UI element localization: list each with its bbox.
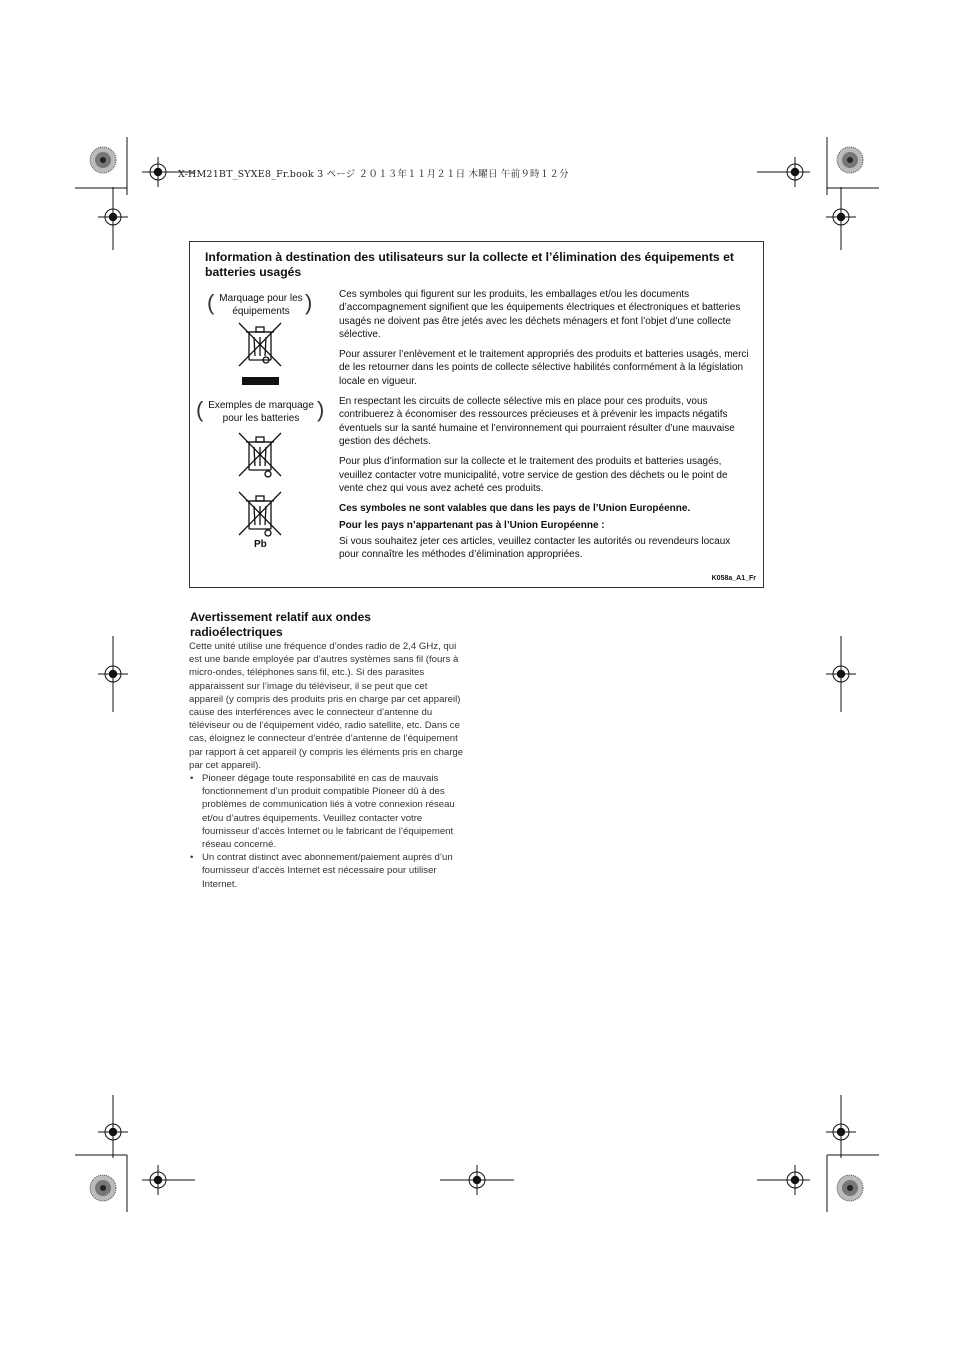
crossed-bin-pb-icon — [236, 489, 284, 541]
paren-right: ) — [305, 290, 313, 315]
caption-equipment: Marquage pour les équipements — [219, 293, 303, 317]
bullet-text-2: Un contrat distinct avec abonnement/paiement auprès d’un fournisseur d’accès Internet est nécessaire pour utiliser Internet. — [202, 852, 453, 890]
section-title: Avertissement relatif aux ondes radioélectriques — [190, 610, 371, 639]
pb-label: Pb — [254, 539, 267, 550]
box-title: Information à destination des utilisateurs sur la collecte et l’élimination des équipements et batteries usagés — [205, 250, 734, 279]
caption-batteries: Exemples de marquage pour les batteries — [208, 400, 314, 424]
non-eu-heading: Pour les pays n’appartenant pas à l’Union Européenne : — [339, 520, 605, 532]
box-paragraph-3: En respectant les circuits de collecte sélective mis en place pour ces produits, vous contribuerez à économiser des ressources précieuses et à prévenir les impacts négatifs éventuels sur la santé humaine et l’environnement qui pourraient résulter d’une mauvaise gestion des déchets. — [339, 396, 735, 447]
list-item — [189, 851, 464, 891]
section-bullet-list — [189, 772, 464, 891]
reference-code: K058a_A1_Fr — [711, 575, 756, 582]
bullet-glyph: • — [190, 852, 194, 864]
paren-left: ( — [207, 290, 215, 315]
box-paragraph-2: Pour assurer l’enlèvement et le traitement appropriés des produits et batteries usagés, merci de les retourner dans les points de collecte sélective habilités conformément à la législation locale en vigueur. — [339, 349, 749, 387]
box-text-column — [339, 288, 751, 568]
non-eu-paragraph: Si vous souhaitez jeter ces articles, veuillez contacter les autorités ou revendeurs locaux pour connaître les méthodes d’élimination appropriées. — [339, 535, 731, 561]
box-paragraph-4: Pour plus d’information sur la collecte et le traitement des produits et batteries usagés, veuillez contacter votre municipalité, votre service de gestion des déchets ou le point de vente chez qui vous avez acheté ces produits. — [339, 456, 728, 494]
print-header-line: X-HM21BT_SYXE8_Fr.book 3 ページ ２０１３年１１月２１日 木曜日 午前９時１２分 — [178, 169, 569, 180]
bullet-glyph: • — [190, 773, 194, 785]
section-body — [189, 640, 464, 891]
paren-right-2: ) — [317, 397, 325, 422]
section-paragraph: Cette unité utilise une fréquence d’ondes radio de 2,4 GHz, qui est une bande employée par d’autres systèmes sans fil (fours à micro-ondes, téléphones sans fil, etc.). Si des parasites apparaissent sur l’image du téléviseur, il se peut que cet appareil (y compris des produits pris en charge par cet appareil) cause des interférences avec le connecteur d’antenne du téléviseur ou de l’équipement vidéo, radio satellite, etc. Dans ce cas, éloignez le connecteur d’entrée d’antenne de l’équipement par rapport à cet appareil (y compris les éléments pris en charge par cet appareil). — [189, 641, 464, 771]
list-item — [189, 772, 464, 851]
crossed-bin-battery-icon — [236, 430, 284, 482]
bullet-text-1: Pioneer dégage toute responsabilité en cas de mauvais fonctionnement d’un produit compatible Pioneer dû à des problèmes de communication liés à votre connexion réseau et/ou d’autres équipements. Veuillez contacter votre fournisseur d’accès Internet ou le fabricant de l’équipement réseau concerné. — [202, 773, 455, 851]
crossed-bin-bar-icon — [236, 320, 284, 388]
eu-only-note: Ces symboles ne sont valables que dans les pays de l’Union Européenne. — [339, 503, 691, 515]
paren-left-2: ( — [196, 397, 204, 422]
box-paragraph-1: Ces symboles qui figurent sur les produits, les emballages et/ou les documents d’accompagnement signifient que les équipements électriques et électroniques et batteries usagés ne doivent pas être jetés avec les déchets ménagers et font l’objet d’une collecte sélective. — [339, 289, 741, 340]
